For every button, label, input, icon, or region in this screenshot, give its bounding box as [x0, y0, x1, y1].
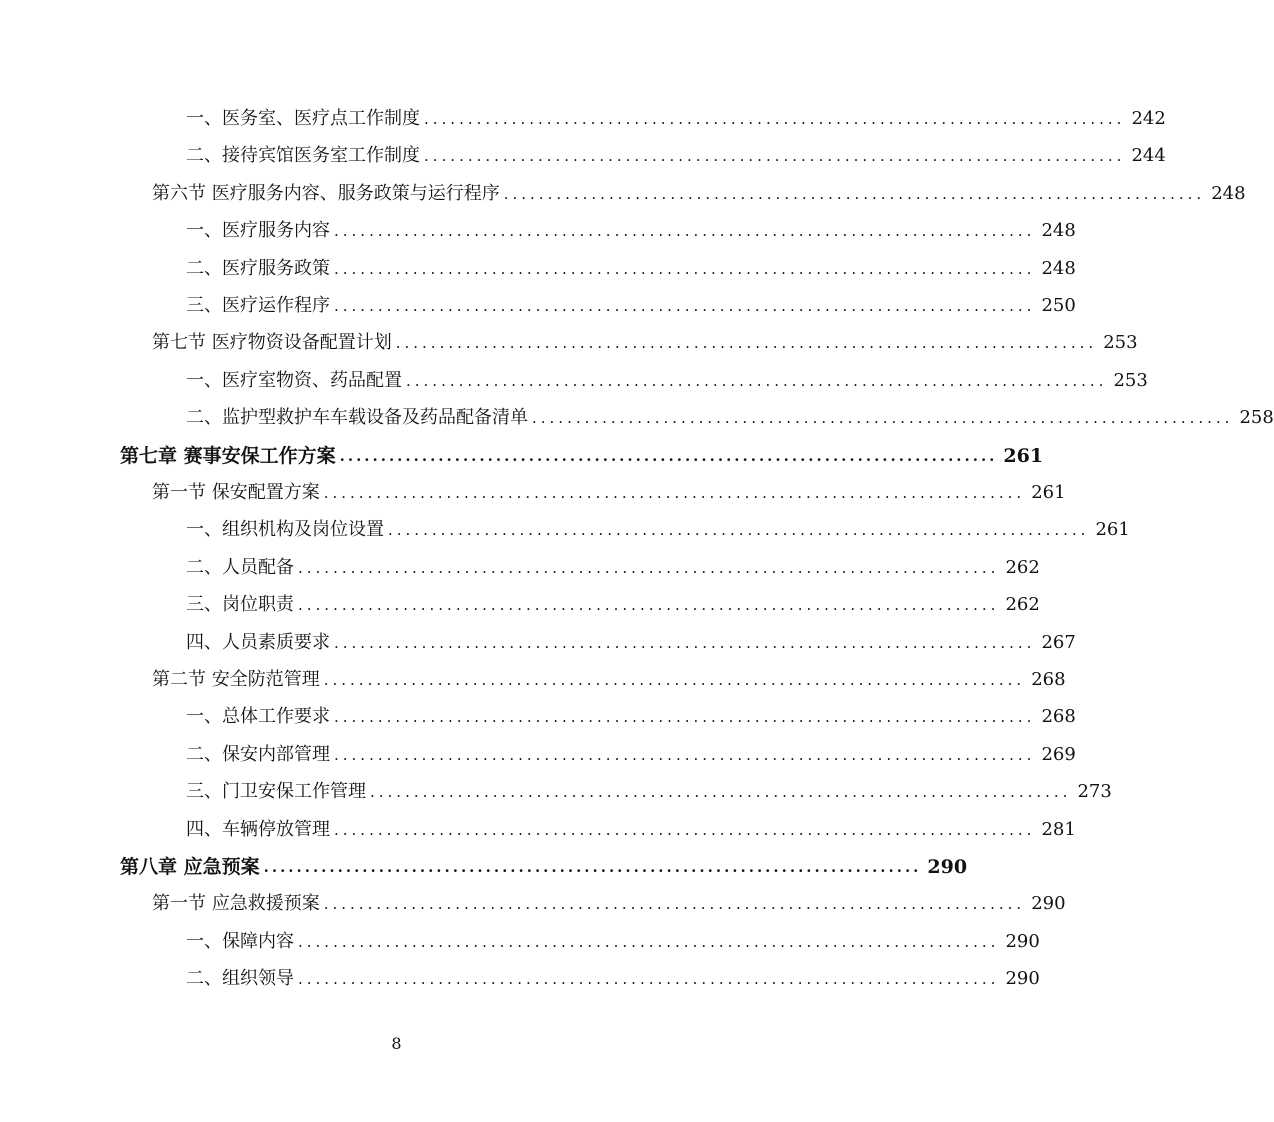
toc-entry	[152, 175, 1246, 205]
toc-entry	[186, 549, 1040, 579]
toc-entry-title: 一、保障内容	[186, 930, 294, 952]
toc-entry-page: 268	[1041, 706, 1076, 728]
toc-entry-page: 261	[1003, 444, 1044, 467]
toc-entry-page: 268	[1031, 669, 1066, 690]
toc-entry	[186, 773, 1112, 803]
toc-entry-page: 258	[1239, 407, 1274, 429]
toc-dot-leader: ................................................................................	[334, 745, 1036, 764]
toc-dot-leader: ................................................................................	[298, 596, 1000, 615]
toc-entry-title: 二、保安内部管理	[186, 743, 330, 765]
toc-entry	[186, 362, 1148, 392]
toc-entry-page: 261	[1095, 519, 1130, 541]
toc-entry-title: 二、组织领导	[186, 968, 294, 990]
toc-dot-leader: ................................................................................	[424, 147, 1126, 166]
toc-entry-title: 第七章 赛事安保工作方案	[120, 444, 336, 467]
toc-entry-page: 267	[1041, 631, 1076, 653]
toc-entry	[152, 474, 1066, 504]
page-number: 8	[391, 1034, 402, 1053]
toc-entry-page: 273	[1077, 781, 1112, 803]
toc-dot-leader: ................................................................................	[532, 409, 1234, 428]
toc-entry	[120, 437, 1044, 467]
toc-entry-title: 四、人员素质要求	[186, 631, 330, 653]
toc-entry-page: 261	[1031, 482, 1066, 503]
toc-entry	[186, 624, 1076, 654]
toc-entry-title: 第一节 应急救援预案	[152, 893, 320, 915]
toc-entry	[186, 586, 1040, 616]
toc-entry-title: 三、岗位职责	[186, 594, 294, 616]
toc-entry	[186, 137, 1166, 167]
toc-entry-title: 三、门卫安保工作管理	[186, 781, 366, 803]
toc-entry-page: 262	[1005, 556, 1040, 578]
toc-entry-title: 二、医疗服务政策	[186, 257, 330, 279]
toc-entry-page: 281	[1041, 818, 1076, 840]
toc-entry	[186, 100, 1166, 130]
toc-dot-leader: ................................................................................	[424, 110, 1126, 128]
toc-dot-leader: ................................................................................	[334, 633, 1036, 652]
toc-entry-page: 290	[927, 856, 968, 878]
toc-entry	[152, 885, 1066, 915]
toc-entry	[186, 923, 1040, 953]
toc-entry-page: 253	[1103, 332, 1138, 354]
toc-dot-leader: ................................................................................	[323, 895, 1026, 914]
toc-dot-leader: ................................................................................	[334, 222, 1036, 241]
toc-entry-title: 三、医疗运作程序	[186, 295, 330, 316]
toc-entry	[152, 661, 1066, 691]
toc-entry-title: 第六节 医疗服务内容、服务政策与运行程序	[152, 182, 500, 204]
toc-entry-page: 248	[1041, 257, 1076, 279]
toc-entry	[186, 736, 1076, 766]
toc-entry-page: 269	[1041, 743, 1076, 765]
toc-dot-leader: ................................................................................	[388, 521, 1090, 540]
toc-dot-leader: ................................................................................	[263, 858, 922, 876]
toc-dot-leader: ................................................................................	[395, 334, 1098, 353]
toc-dot-leader: ................................................................................	[298, 970, 1000, 989]
toc-entry-page: 250	[1041, 295, 1076, 316]
toc-entry-page: 244	[1131, 145, 1166, 167]
toc-entry-page: 253	[1113, 369, 1148, 391]
toc-dot-leader: ................................................................................	[370, 783, 1072, 802]
toc-dot-leader: ................................................................................	[334, 297, 1036, 315]
toc-entry	[186, 399, 1274, 429]
toc-entry	[186, 212, 1076, 242]
toc-entry-page: 248	[1211, 182, 1246, 204]
toc-entry	[186, 960, 1040, 990]
toc-entry-title: 二、接待宾馆医务室工作制度	[186, 145, 420, 167]
toc-dot-leader: ................................................................................	[334, 820, 1036, 839]
toc-dot-leader: ................................................................................	[339, 446, 998, 465]
toc-dot-leader: ................................................................................	[323, 671, 1026, 689]
toc-entry	[186, 511, 1130, 541]
toc-entry-title: 第七节 医疗物资设备配置计划	[152, 332, 392, 354]
toc-dot-leader: ................................................................................	[334, 259, 1036, 278]
toc-dot-leader: ................................................................................	[298, 558, 1000, 577]
toc-entry-page: 290	[1005, 968, 1040, 990]
toc-entry-page: 242	[1131, 108, 1166, 129]
toc-entry-title: 第八章 应急预案	[120, 856, 260, 878]
toc-entry-page: 290	[1005, 930, 1040, 952]
toc-entry-title: 一、医疗室物资、药品配置	[186, 369, 402, 391]
toc-entry	[152, 324, 1138, 354]
toc-entry-title: 一、组织机构及岗位设置	[186, 519, 384, 541]
toc-entry-title: 一、医务室、医疗点工作制度	[186, 108, 420, 129]
toc-entry	[186, 698, 1076, 728]
toc-dot-leader: ................................................................................	[334, 708, 1036, 727]
toc-entry-title: 第二节 安全防范管理	[152, 669, 320, 690]
toc-entry-title: 二、人员配备	[186, 556, 294, 578]
toc-entry-page: 290	[1031, 893, 1066, 915]
toc-dot-leader: ................................................................................	[298, 932, 1000, 951]
toc-dot-leader: ................................................................................	[323, 484, 1026, 502]
toc-entry-title: 二、监护型救护车车载设备及药品配备清单	[186, 407, 528, 429]
toc-entry	[120, 848, 968, 878]
toc-entry-title: 四、车辆停放管理	[186, 818, 330, 840]
toc-entry-page: 248	[1041, 220, 1076, 242]
toc-entry	[186, 287, 1076, 317]
toc-dot-leader: ................................................................................	[503, 184, 1206, 203]
toc-entry-title: 第一节 保安配置方案	[152, 482, 320, 503]
toc-entry	[186, 250, 1076, 280]
toc-entry-title: 一、医疗服务内容	[186, 220, 330, 242]
toc-dot-leader: ................................................................................	[406, 371, 1108, 390]
toc-entry-page: 262	[1005, 594, 1040, 616]
toc-entry-title: 一、总体工作要求	[186, 706, 330, 728]
toc-entry	[186, 811, 1076, 841]
